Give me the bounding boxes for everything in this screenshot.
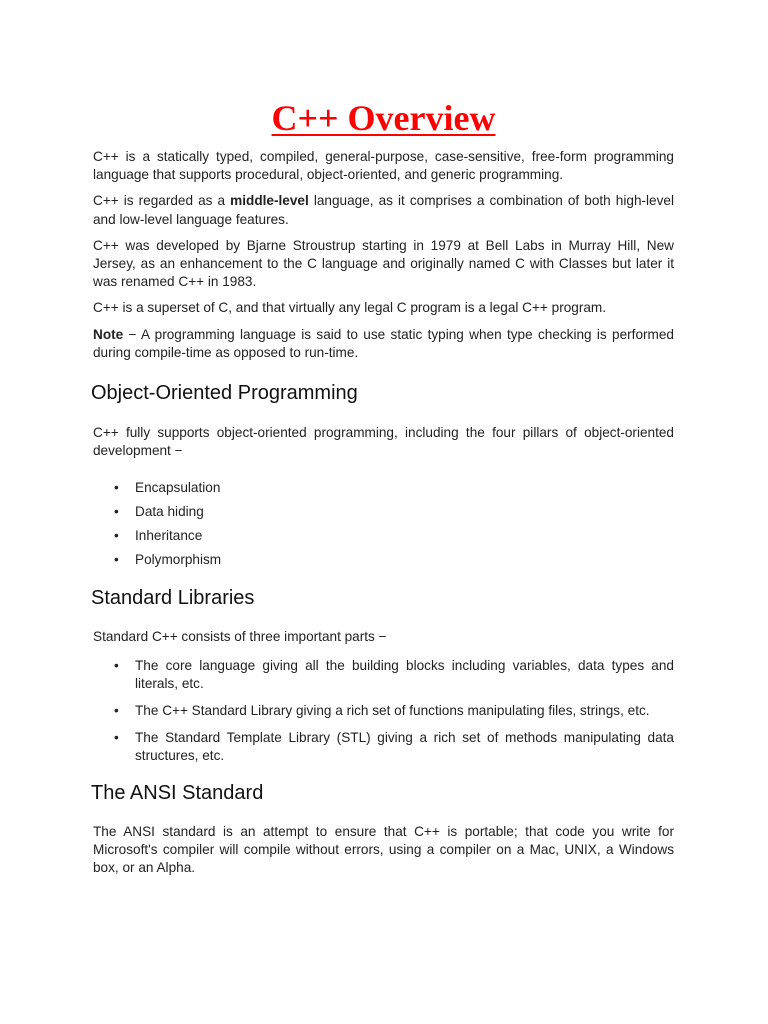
note-paragraph <box>93 326 674 362</box>
list-item-text: The core language giving all the building blocks including variables, data types and literals, etc. <box>135 657 674 691</box>
bullet-icon: • <box>114 504 119 520</box>
standard-parts-list <box>93 657 674 766</box>
list-item-text: The Standard Template Library (STL) giving a rich set of methods manipulating data structures, etc. <box>135 730 674 764</box>
oop-heading: Object-Oriented Programming <box>91 382 358 405</box>
list-item-text: Polymorphism <box>135 552 222 568</box>
bullet-icon: • <box>114 480 119 496</box>
list-item <box>93 479 674 497</box>
standard-libraries-paragraph: Standard C++ consists of three important parts − <box>93 629 387 645</box>
intro-paragraph-2-start: C++ is regarded as a <box>93 193 231 209</box>
ansi-standard-heading: The ANSI Standard <box>91 781 264 804</box>
bullet-icon: • <box>114 703 119 719</box>
list-item <box>93 551 674 569</box>
list-item-text: The C++ Standard Library giving a rich set of functions manipulating files, strings, etc. <box>135 703 650 719</box>
list-item <box>93 657 674 693</box>
bullet-icon: • <box>114 730 119 746</box>
ansi-standard-paragraph: The ANSI standard is an attempt to ensure that C++ is portable; that code you write for Microsoft's compiler will compile without errors, using a compiler on a Mac, UNIX, a Windows box, or an Alpha. <box>93 823 674 876</box>
note-label: Note <box>93 326 124 342</box>
bullet-icon: • <box>114 552 119 568</box>
list-item <box>93 503 674 521</box>
list-item-text: Inheritance <box>135 528 203 544</box>
intro-paragraph-2 <box>93 192 674 228</box>
note-text: − A programming language is said to use static typing when type checking is performed during compile-time as opposed to run-time. <box>93 326 674 360</box>
oop-pillars-list <box>93 479 674 569</box>
list-item <box>93 729 674 765</box>
list-item <box>93 527 674 545</box>
bullet-icon: • <box>114 657 119 673</box>
document-page <box>93 0 674 877</box>
list-item <box>93 702 674 720</box>
intro-paragraph-4: C++ is a superset of C, and that virtually any legal C program is a legal C++ program. <box>93 300 607 316</box>
middle-level-term: middle-level <box>230 193 309 209</box>
page-title: C++ Overview <box>271 98 496 138</box>
intro-paragraph-2-end: language, as it comprises a combination of both high-level and low-level language features. <box>93 193 674 227</box>
list-item-text: Encapsulation <box>135 480 221 496</box>
standard-libraries-heading: Standard Libraries <box>91 587 255 610</box>
intro-paragraph-1: C++ is a statically typed, compiled, general-purpose, case-sensitive, free-form programming language that supports procedural, object-oriented, and generic programming. <box>93 149 674 183</box>
bullet-icon: • <box>114 528 119 544</box>
oop-paragraph: C++ fully supports object-oriented programming, including the four pillars of object-oriented development − <box>93 425 674 459</box>
intro-paragraph-3: C++ was developed by Bjarne Stroustrup starting in 1979 at Bell Labs in Murray Hill, New Jersey, as an enhancement to the C language and originally named C with Classes but later it was renamed C++ in 1983. <box>93 237 674 290</box>
list-item-text: Data hiding <box>135 504 204 520</box>
